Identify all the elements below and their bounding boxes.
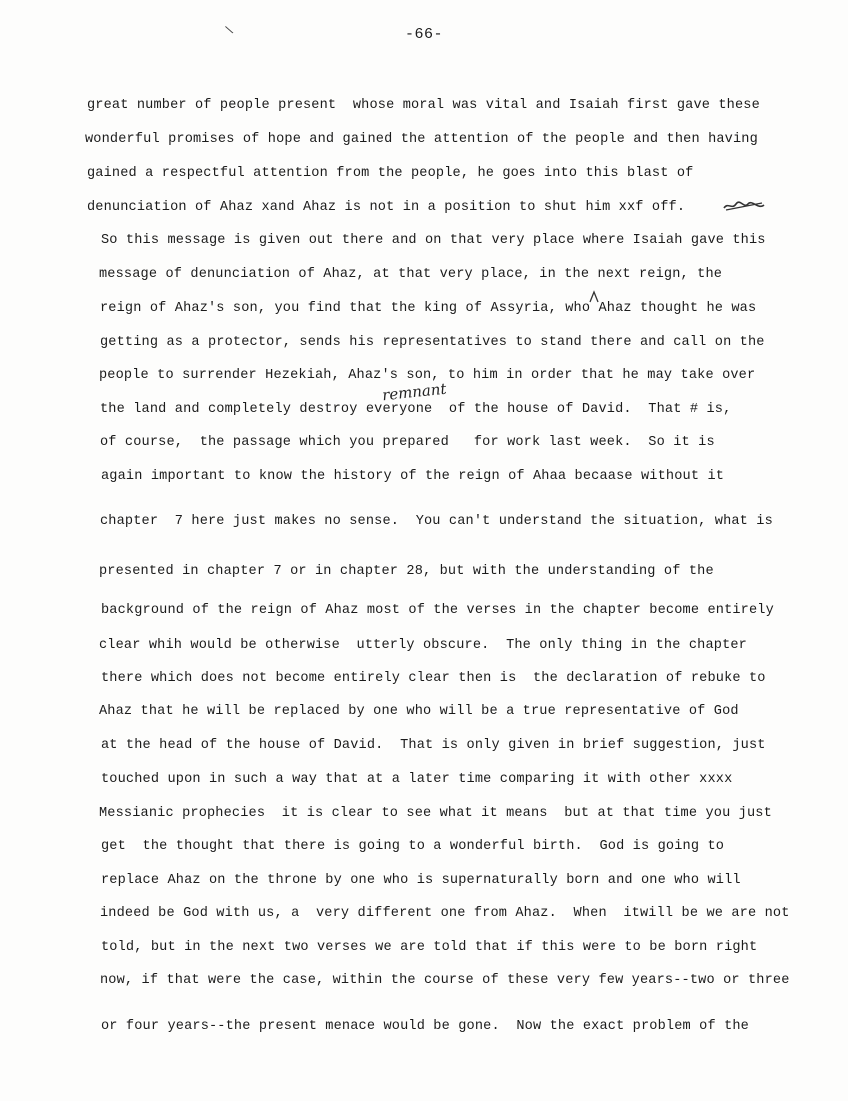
text-line: Ahaz that he will be replaced by one who will be a true representative of God [99,704,739,719]
text-line: message of denunciation of Ahaz, at that very place, in the next reign, the [99,267,723,282]
text-line: presented in chapter 7 or in chapter 28, but with the understanding of the [99,564,714,579]
handwritten-correction: remnant [381,379,448,405]
text-line: Messianic prophecies it is clear to see what it means but at that time you just [99,806,772,821]
text-line: clear whih would be otherwise utterly obscure. The only thing in the chapter [99,638,747,653]
page-number: -66- [404,26,443,43]
scribble-mark [722,200,766,212]
text-line: background of the reign of Ahaz most of the verses in the chapter become entirely [101,603,774,618]
text-line: now, if that were the case, within the course of these very few years--two or three [100,973,790,988]
text-line: wonderful promises of hope and gained the attention of the people and then having [85,132,758,147]
text-line: chapter 7 here just makes no sense. You can't understand the situation, what is [100,514,773,529]
text-line: at the head of the house of David. That is only given in brief suggestion, just [101,738,766,753]
text-line: of course, the passage which you prepared for work last week. So it is [100,435,715,450]
text-line: denunciation of Ahaz xand Ahaz is not in a position to shut him xxf off. [87,200,686,215]
text-line: get the thought that there is going to a wonderful birth. God is going to [101,839,725,854]
text-line: indeed be God with us, a very different one from Ahaz. When itwill be we are not [100,906,790,921]
text-line: replace Ahaz on the throne by one who is supernaturally born and one who will [101,873,741,888]
text-line: people to surrender Hezekiah, Ahaz's son, to him in order that he may take over [99,368,756,383]
text-line: told, but in the next two verses we are told that if this were to be born right [101,940,758,955]
text-line: or four years--the present menace would be gone. Now the exact problem of the [101,1019,749,1034]
text-line: gained a respectful attention from the people, he goes into this blast of [87,166,694,181]
stray-pen-mark: \ [223,23,236,39]
text-line: again important to know the history of the reign of Ahaa becaase without it [101,469,725,484]
text-line: touched upon in such a way that at a later time comparing it with other xxxx [101,772,733,787]
text-line: there which does not become entirely clear then is the declaration of rebuke to [101,671,766,686]
caret-mark [588,290,600,304]
text-line: the land and completely destroy everyone of the house of David. That # is, [100,402,732,417]
text-line: So this message is given out there and on that very place where Isaiah gave this [101,233,766,248]
text-line: getting as a protector, sends his representatives to stand there and call on the [100,335,765,350]
text-line: great number of people present whose moral was vital and Isaiah first gave these [87,98,760,113]
text-line: reign of Ahaz's son, you find that the king of Assyria, who Ahaz thought he was [100,301,757,316]
